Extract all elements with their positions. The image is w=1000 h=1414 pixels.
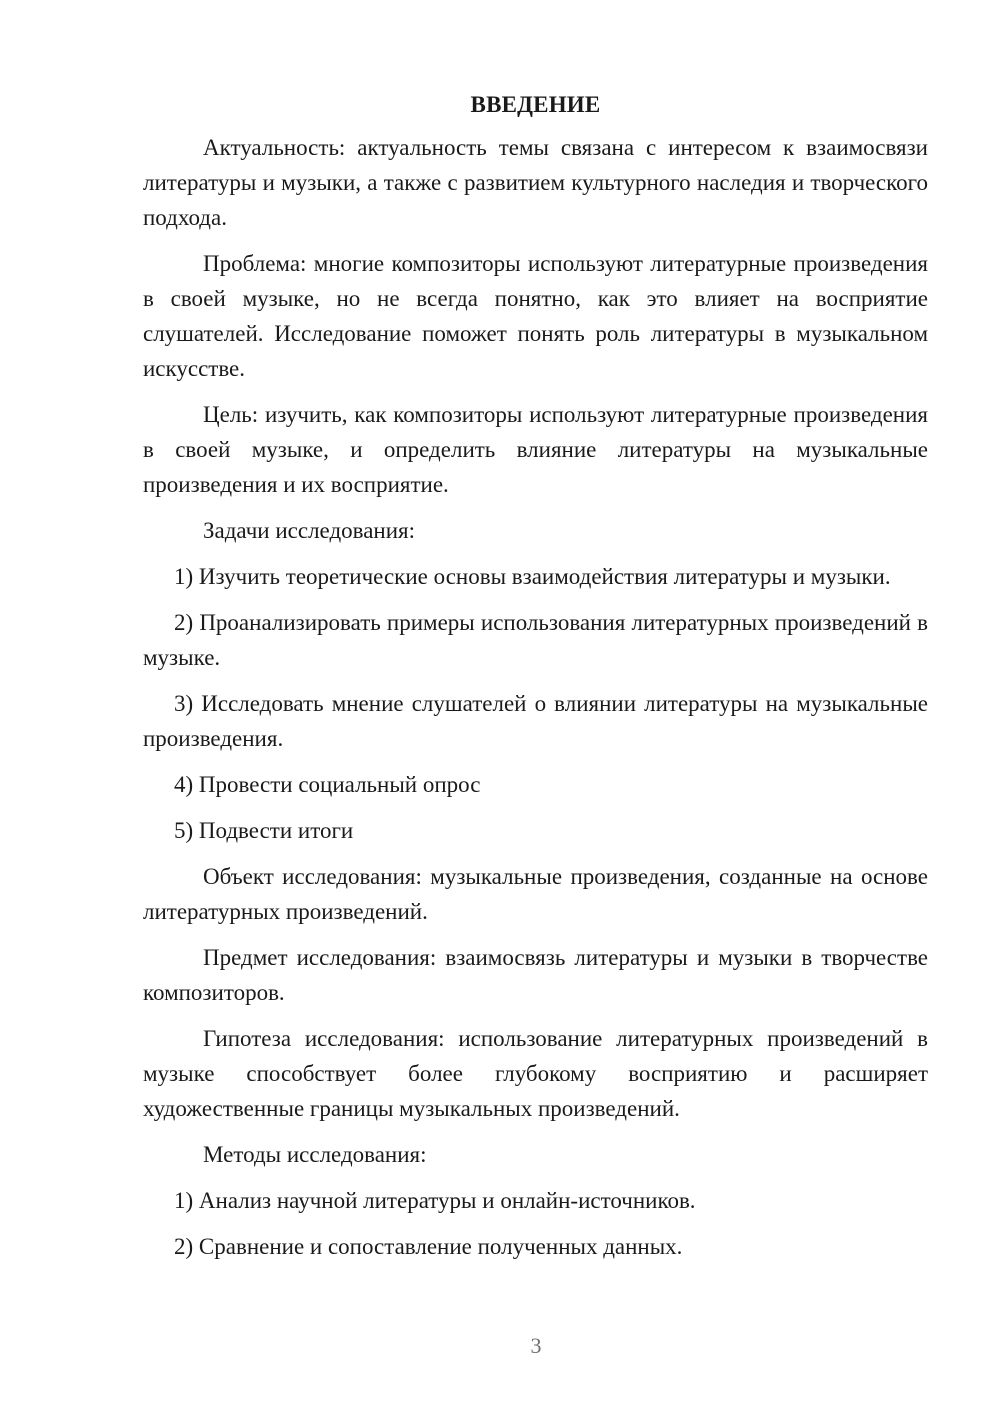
section-title: ВВЕДЕНИЕ: [470, 92, 601, 117]
hypothesis-paragraph: Гипотеза исследования: использование литературных произведений в музыке способствует более глубокому восприятию и расширяет художественные границы музыкальных произведений.: [143, 1026, 928, 1121]
goal-paragraph: Цель: изучить, как композиторы используют литературные произведения в своей музыке, и определить влияние литературы на музыкальные произведения и их восприятие.: [143, 402, 928, 497]
task-item-1: 1) Изучить теоретические основы взаимодействия литературы и музыки.: [174, 564, 891, 589]
problem-paragraph: Проблема: многие композиторы используют литературные произведения в своей музыке, но не всегда понятно, как это влияет на восприятие слушателей. Исследование поможет понять роль литературы в музыкальном искусстве.: [143, 251, 928, 381]
task-item-4: 4) Провести социальный опрос: [174, 772, 481, 797]
method-item-2: 2) Сравнение и сопоставление полученных данных.: [174, 1234, 683, 1259]
document-page: [143, 92, 928, 1275]
task-item-2: 2) Проанализировать примеры использования литературных произведений в музыке.: [143, 610, 928, 670]
methods-label: Методы исследования:: [203, 1142, 427, 1167]
tasks-label: Задачи исследования:: [203, 518, 416, 543]
object-paragraph: Объект исследования: музыкальные произведения, созданные на основе литературных произведений.: [143, 864, 928, 924]
method-item-1: 1) Анализ научной литературы и онлайн-источников.: [174, 1188, 696, 1213]
task-item-3: 3) Исследовать мнение слушателей о влиянии литературы на музыкальные произведения.: [143, 691, 928, 751]
subject-paragraph: Предмет исследования: взаимосвязь литературы и музыки в творчестве композиторов.: [143, 945, 928, 1005]
relevance-paragraph: Актуальность: актуальность темы связана с интересом к взаимосвязи литературы и музыки, а также с развитием культурного наследия и творческого подхода.: [143, 135, 928, 230]
task-item-5: 5) Подвести итоги: [174, 818, 354, 843]
page-number: 3: [530, 1333, 542, 1358]
